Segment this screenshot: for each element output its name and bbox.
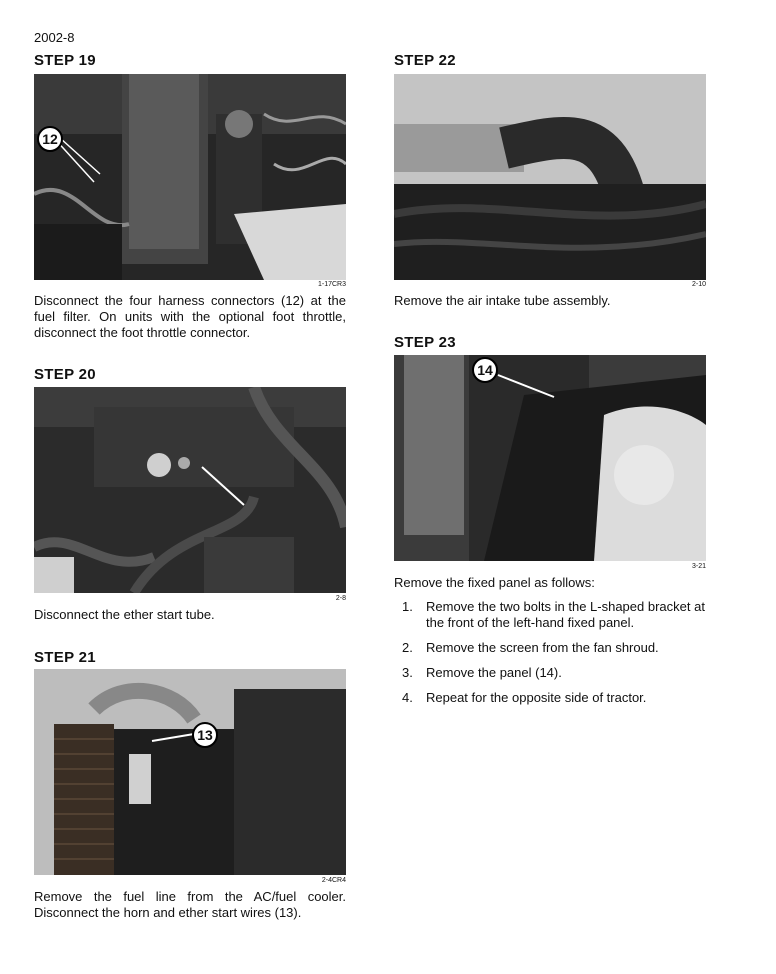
step-23-list	[402, 599, 708, 715]
step-21-heading: STEP 21	[34, 649, 96, 666]
list-item-number: 1.	[402, 599, 413, 614]
callout-13: 13	[192, 722, 218, 748]
callout-14: 14	[472, 357, 498, 383]
step-23-text: Remove the fixed panel as follows:	[394, 575, 595, 590]
list-item	[402, 599, 708, 631]
list-item	[402, 690, 708, 706]
air-intake-illustration	[394, 74, 706, 280]
step-21-figure-id: 2-4CR4	[321, 877, 346, 884]
list-item-text: Remove the two bolts in the L-shaped bracket at the front of the left-hand fixed panel.	[426, 599, 705, 630]
list-item-number: 3.	[402, 665, 413, 680]
list-item-text: Remove the panel (14).	[426, 665, 562, 680]
step-23-figure-id: 3-21	[691, 563, 706, 570]
step-20-heading: STEP 20	[34, 366, 96, 383]
step-19-heading: STEP 19	[34, 52, 96, 69]
step-22-text: Remove the air intake tube assembly.	[394, 293, 611, 308]
step-20-figure-id: 2-8	[335, 595, 346, 602]
list-item	[402, 665, 708, 681]
list-item	[402, 640, 708, 656]
step-21-text: Remove the fuel line from the AC/fuel cooler. Disconnect the horn and ether start wires (13).	[34, 889, 346, 920]
step-23-photo	[394, 355, 706, 561]
list-item-text: Repeat for the opposite side of tractor.	[426, 690, 647, 705]
fixed-panel-illustration	[394, 355, 706, 561]
step-22-figure-id: 2-10	[691, 281, 706, 288]
list-item-number: 2.	[402, 640, 413, 655]
list-item-text: Remove the screen from the fan shroud.	[426, 640, 659, 655]
engine-harness-illustration	[34, 74, 346, 280]
step-19-photo	[34, 74, 346, 280]
step-21-photo	[34, 669, 346, 875]
step-19-figure-id: 1-17CR3	[317, 281, 346, 288]
step-20-text: Disconnect the ether start tube.	[34, 607, 215, 622]
step-23-heading: STEP 23	[394, 334, 456, 351]
step-19-text: Disconnect the four harness connectors (12) at the fuel filter. On units with the optional foot throttle, disconnect the foot throttle connector.	[34, 293, 346, 340]
step-20-photo	[34, 387, 346, 593]
ether-tube-illustration	[34, 387, 346, 593]
callout-12: 12	[37, 126, 63, 152]
list-item-number: 4.	[402, 690, 413, 705]
step-22-heading: STEP 22	[394, 52, 456, 69]
fuel-cooler-illustration	[34, 669, 346, 875]
step-22-photo	[394, 74, 706, 280]
page-id: 2002-8	[34, 30, 75, 45]
